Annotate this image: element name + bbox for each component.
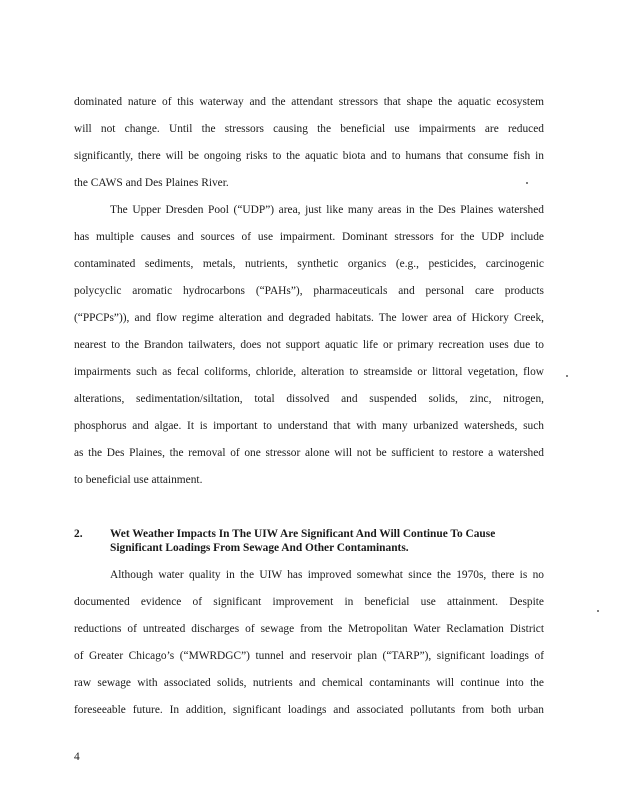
text-line: has multiple causes and sources of use impairment. Dominant stressors for the UDP include bbox=[74, 231, 544, 243]
section-number: 2. bbox=[74, 528, 83, 540]
text-line: (“PPCPs”)), and flow regime alteration and degraded habitats. The lower area of Hickory Creek, bbox=[74, 312, 544, 324]
scan-speck bbox=[526, 182, 528, 184]
text-line: The Upper Dresden Pool (“UDP”) area, just like many areas in the Des Plaines watershed bbox=[110, 204, 544, 216]
text-line: impairments such as fecal coliforms, chloride, alteration to streamside or littoral vegetation, flow bbox=[74, 366, 544, 378]
text-line: to beneficial use attainment. bbox=[74, 474, 203, 486]
text-line: reductions of untreated discharges of sewage from the Metropolitan Water Reclamation District bbox=[74, 623, 544, 635]
text-line: will not change. Until the stressors causing the beneficial use impairments are reduced bbox=[74, 123, 544, 135]
text-line: documented evidence of significant improvement in beneficial use attainment. Despite bbox=[74, 596, 544, 608]
text-line: significantly, there will be ongoing risks to the aquatic biota and to humans that consume fish in bbox=[74, 150, 544, 162]
section-title-line: Significant Loadings From Sewage And Other Contaminants. bbox=[110, 542, 409, 554]
text-line: the CAWS and Des Plaines River. bbox=[74, 177, 229, 189]
page-number: 4 bbox=[74, 751, 80, 763]
text-line: phosphorus and algae. It is important to understand that with many urbanized watersheds, such bbox=[74, 420, 544, 432]
text-line: Although water quality in the UIW has improved somewhat since the 1970s, there is no bbox=[110, 569, 544, 581]
scan-speck bbox=[566, 375, 568, 377]
text-line: dominated nature of this waterway and the attendant stressors that shape the aquatic ecosystem bbox=[74, 96, 544, 108]
text-line: raw sewage with associated solids, nutrients and chemical contaminants will continue into the bbox=[74, 677, 544, 689]
scan-speck bbox=[597, 610, 599, 612]
text-line: polycyclic aromatic hydrocarbons (“PAHs”), pharmaceuticals and personal care products bbox=[74, 285, 544, 297]
section-title-line: Wet Weather Impacts In The UIW Are Significant And Will Continue To Cause bbox=[110, 528, 496, 540]
text-line: alterations, sedimentation/siltation, total dissolved and suspended solids, zinc, nitrogen, bbox=[74, 393, 544, 405]
text-line: contaminated sediments, metals, nutrients, synthetic organics (e.g., pesticides, carcinogenic bbox=[74, 258, 544, 270]
text-line: foreseeable future. In addition, significant loadings and associated pollutants from both urban bbox=[74, 704, 544, 716]
text-line: of Greater Chicago’s (“MWRDGC”) tunnel and reservoir plan (“TARP”), significant loadings of bbox=[74, 650, 544, 662]
text-line: as the Des Plaines, the removal of one stressor alone will not be sufficient to restore a watershed bbox=[74, 447, 544, 459]
text-line: nearest to the Brandon tailwaters, does not support aquatic life or primary recreation uses due to bbox=[74, 339, 544, 351]
